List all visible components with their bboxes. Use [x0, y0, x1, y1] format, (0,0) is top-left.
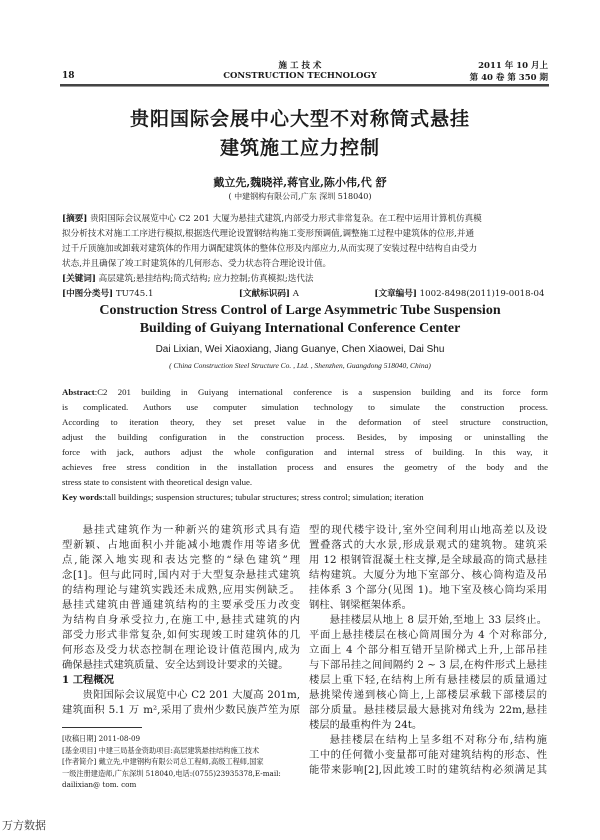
body-text-line: 为结构自身承受拉力,在施工中,悬挂式建筑的内	[62, 614, 300, 626]
footnote-author-bio: 一级注册建造师,广东深圳 518040,电话:(0755)23935378,E-mail:	[62, 768, 281, 778]
body-text-line: 念[1]。但与此同时,国内对于大型复杂悬挂式建筑	[62, 569, 300, 581]
body-text-line: 型新颖、占地面积小并能减小地震作用等诸多优	[62, 539, 300, 551]
classification-row: [中图分类号] TU745.1 [文献标识码] A [文章编号] 1002-8498(2011)19-0018-04	[62, 289, 545, 299]
issue-date: 2011 年 10 月上	[478, 61, 548, 71]
body-text-line: 能带来影响[2],因此竣工时的建筑结构必须满足其	[309, 764, 547, 776]
footnote-rule	[62, 727, 142, 728]
body-text-line: 悬挂楼层从地上 8 层开始,至地上 33 层终止。	[329, 614, 547, 626]
abstract-en-label: Abstract	[62, 387, 95, 397]
keywords-cn: [关键词] 高层建筑;悬挂结构;筒式结构; 应力控制;仿真模拟;迭代法	[62, 274, 314, 284]
abstract-cn-line: 状态,并且确保了竣工时建筑体的几何形态、受力状态符合理论设计值。	[62, 259, 332, 269]
authors-en: Dai Lixian, Wei Xiaoxiang, Jiang Guanye, Chen Xiaowei, Dai Shu	[155, 344, 445, 355]
body-text-line: 置叠落式的大水景,形成景观式的建筑物。建筑采	[309, 539, 547, 551]
footnote-email: dailixian@ tom. com	[62, 780, 137, 789]
body-text-line: 楼层上重下轻,在结构上所有悬挂楼层的质量通过	[309, 674, 547, 686]
abstract-en-line: is complicated. Authors use computer simulation technology to simulate the construction process.	[62, 402, 548, 412]
abstract-en-line: According to iteration theory, they set preset value in the deformation of steel structure construction,	[62, 417, 548, 427]
authors-cn: 戴立先,魏晓祥,蒋官业,陈小伟,代 舒	[213, 176, 387, 189]
body-text-line: 贵阳国际会议展览中心 C2 201 大厦高 201m,	[82, 689, 300, 701]
volume-issue: 第 40 卷 第 350 期	[469, 73, 548, 83]
title-en-line-2: Building of Guiyang International Conference Center	[139, 321, 461, 336]
header-rule	[60, 84, 549, 87]
body-text-line: 结构建筑。大厦分为地下室部分、核心筒构造及吊	[309, 569, 547, 581]
body-text-line: 型的现代楼宇设计,室外空间利用山地高差以及设	[309, 524, 547, 536]
page-number: 18	[62, 71, 75, 81]
body-text-line: 确保悬挂式建筑质量、安全达到设计要求的关键。	[62, 659, 289, 671]
body-text-line: 楼层的最重构件为 24t。	[309, 719, 423, 731]
abstract-cn-line: 贵阳国际会议展览中心 C2 201 大厦为悬挂式建筑,内部受力形式非常复杂。在工程中运用计算机仿真模	[90, 214, 482, 224]
body-text-line: 建筑面积 5.1 万 m²,采用了贵州少数民族芦笙为原	[62, 704, 300, 716]
journal-name-en: CONSTRUCTION TECHNOLOGY	[223, 71, 377, 81]
footnote-received: [收稿日期] 2011-08-09	[62, 734, 141, 743]
abstract-en-line: stress state to consistent with theoretical design value.	[62, 477, 253, 487]
abstract-en-line: adjust the building configuration in the construction process. Besides, by imposing or uninstalling the	[62, 432, 548, 442]
body-text-line: 与下部吊挂之间间隔约 2 ~ 3 层,在构件形式上悬挂	[309, 659, 547, 671]
body-text-line: 点,能深入地实现和表达完整的“绿色建筑”理	[62, 554, 300, 566]
abstract-en: Abstract:C2 201 building in Guiyang international conference is a suspension building and its force form is complicated. Authors use computer simulation technology to simulate the construction process. According to iteration theory, they set preset value in the deformation of steel structure construction, adjust the building configuration in the construction process. Besides, by imposing or uninstalling the force with jack, authors adjust the whole configuration and internal stress of building. In this way, it achieves free stress condition in the installation process and ensures the geometry of the body and the stress state to consistent with theoretical design value. Key words:tall buildings; suspension structures; tubular structures; stress control; simulation; iteration	[62, 385, 548, 505]
body-text-line: 的结构理论与建筑实践还未成熟,应用实例缺乏。	[62, 584, 300, 596]
footnote	[62, 733, 302, 791]
body-text-line: 部分质量。悬挂楼层最大悬挑对角线为 22m,悬挂	[309, 704, 547, 716]
abstract-cn	[62, 212, 548, 302]
affiliation-en: ( China Construction Steel Structure Co. , Ltd. , Shenzhen, Guangdong 518040, China)	[169, 361, 431, 370]
body-text-line: 悬挂楼层在结构上呈多组不对称分布,结构施	[329, 734, 547, 746]
body-text-line: 悬挂式建筑作为一种新兴的建筑形式具有造	[82, 524, 300, 536]
body-text-line: 工中的任何微小变量都可能对建筑结构的形态、性	[309, 749, 547, 761]
abstract-cn-label: [摘要]	[62, 214, 88, 224]
journal-name-cn: 施 工 技 术	[278, 61, 322, 71]
title-cn-line-2: 建筑施工应力控制	[219, 137, 380, 159]
body-text-line: 挂体系 3 个部分(见图 1)。地下室及核心筒均采用	[309, 584, 547, 596]
body-column-left	[62, 523, 300, 718]
title-en-line-1: Construction Stress Control of Large Asymmetric Tube Suspension	[99, 303, 501, 318]
title-cn-line-1: 贵阳国际会展中心大型不对称筒式悬挂	[129, 108, 470, 130]
body-text-line: 何形态及受力状态控制在理论设计值范围内,成为	[62, 644, 300, 656]
abstract-cn-line: 拟分析技术对施工工序进行模拟,根据迭代理论设置钢结构施工变形预调值,调整施工过程中建筑体的位形,并通	[62, 229, 475, 239]
affiliation-cn: ( 中建钢构有限公司,广东 深圳 518040)	[228, 192, 372, 201]
abstract-en-line: force with jack, authors adjust the whole configuration and internal stress of building. In this way, it	[62, 447, 548, 457]
body-text-line: 立面上 4 个部分相互错开呈阶梯式上升,上部吊挂	[309, 644, 547, 656]
body-text-line: 悬挑梁传递到核心筒上,上部楼层承载下部楼层的	[309, 689, 547, 701]
abstract-en-line: achieves free stress condition in the installation process and ensures the geometry of the body and the	[62, 462, 548, 472]
footnote-author-bio: [作者简介] 戴立先,中建钢构有限公司总工程师,高级工程师,国家	[62, 757, 264, 766]
body-text-line: 平面上悬挂楼层在核心筒周围分为 4 个对称部分,	[309, 629, 547, 641]
body-text-line: 部受力形式非常复杂,如何实现竣工时建筑体的几	[62, 629, 300, 641]
body-column-right	[309, 523, 547, 778]
body-text-line: 悬挂式建筑由普通建筑结构的主要承受压力改变	[62, 599, 300, 611]
keywords-en: Key words:tall buildings; suspension structures; tubular structures; stress control; simulation; iteration	[62, 492, 424, 502]
footnote-fund: [基金项目] 中建三局基金资助项目:高层建筑悬挂结构施工技术	[62, 745, 260, 755]
watermark: 万方数据	[2, 819, 46, 832]
body-text-line: 钢柱、钢梁框架体系。	[309, 599, 412, 611]
body-text-line: 用 12 根钢管混凝土柱支撑,是全球最高的筒式悬挂	[309, 554, 547, 566]
abstract-cn-line: 过千斤顶施加或卸载对建筑体的作用力调配建筑体的整体位形及内部应力,从而实现了安装过程中结构自由受力	[62, 244, 478, 254]
section-heading: 1 工程概况	[62, 674, 114, 686]
